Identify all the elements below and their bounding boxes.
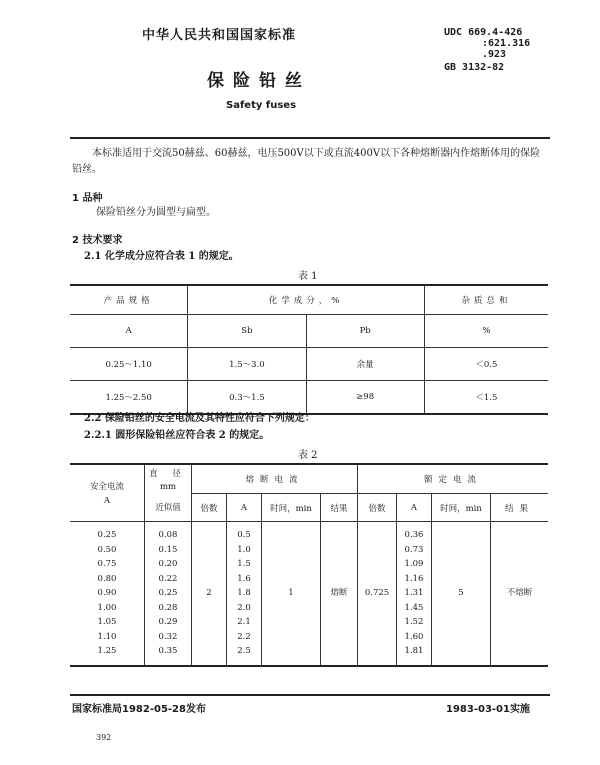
udc-line: :621.316 bbox=[482, 38, 531, 49]
t2-cell: 1.60 bbox=[404, 631, 424, 642]
header-rule bbox=[70, 137, 550, 139]
t1-unit-a: A bbox=[70, 315, 188, 348]
t2-diameter-unit: mm bbox=[159, 481, 177, 492]
udc-line: UDC 669.4-426 bbox=[444, 27, 523, 38]
t2-cell: 1.16 bbox=[404, 573, 424, 584]
t2-cell: 0.25 bbox=[158, 588, 178, 598]
t1-cell: ＜0.5 bbox=[424, 348, 548, 381]
t2-cell: 0.29 bbox=[158, 617, 178, 627]
t1-unit-sb: Sb bbox=[188, 315, 306, 348]
t1-cell: 1.25～2.50 bbox=[70, 381, 188, 415]
t2-cell: 1.5 bbox=[237, 559, 251, 569]
document-title: 保险铅丝 bbox=[207, 71, 311, 91]
t2-fuse-multiple-header: 倍数 bbox=[192, 494, 227, 522]
t2-col-diameter bbox=[145, 522, 192, 666]
udc-line: .923 bbox=[482, 49, 507, 60]
t2-cell: 0.22 bbox=[158, 573, 178, 584]
t1-unit-percent: % bbox=[424, 315, 548, 348]
t2-cell: 1.52 bbox=[404, 617, 424, 627]
t1-cell: ＜1.5 bbox=[424, 381, 548, 415]
section-1-text: 保险铅丝分为圆型与扁型。 bbox=[96, 207, 216, 218]
t1-cell: 余量 bbox=[306, 348, 424, 381]
publication-info: 国家标准局1982-05-28发布 bbox=[72, 704, 206, 715]
t2-safe-current-unit: A bbox=[103, 496, 111, 506]
t2-fuse-multiple: 2 bbox=[192, 522, 227, 666]
t2-cell: 0.35 bbox=[158, 646, 178, 656]
t2-header-rated-current: 额定电流 bbox=[358, 464, 549, 494]
t2-fuse-time: 1 bbox=[262, 522, 321, 666]
t2-rated-result-header: 结果 bbox=[491, 494, 549, 522]
t2-header-safe-current bbox=[70, 464, 145, 522]
issuing-authority: 中华人民共和国国家标准 bbox=[142, 28, 297, 43]
t2-cell: 0.28 bbox=[158, 602, 178, 613]
document-subtitle: Safety fuses bbox=[226, 100, 297, 111]
intro-paragraph: 本标准适用于交流50赫兹、60赫兹，电压500V以下或直流400V以下各种熔断器内作熔断体用的保险铅丝。 bbox=[72, 148, 541, 175]
t2-cell: 2.5 bbox=[237, 646, 251, 656]
table-2 bbox=[70, 463, 548, 667]
t2-cell: 2.0 bbox=[237, 602, 251, 613]
t2-header-diameter bbox=[145, 464, 192, 494]
t2-cell: 2.2 bbox=[237, 631, 251, 642]
page-number: 392 bbox=[96, 733, 112, 742]
t2-cell: 1.0 bbox=[237, 544, 251, 555]
t1-unit-pb: Pb bbox=[306, 315, 424, 348]
t2-cell: 1.00 bbox=[97, 602, 117, 613]
table-row bbox=[70, 348, 548, 381]
t1-header-impurity: 杂质总和 bbox=[424, 285, 548, 315]
section-2-2-1-text: 2.2.1 圆形保险铅丝应符合表 2 的规定。 bbox=[84, 430, 270, 441]
table-2-caption: 表 2 bbox=[298, 450, 318, 461]
t2-diameter-approx: 近似值 bbox=[145, 494, 192, 522]
t2-cell: 0.73 bbox=[404, 544, 424, 555]
t2-safe-current-label: 安全电流 bbox=[89, 482, 124, 492]
t2-header-fuse-current: 熔断电流 bbox=[192, 464, 358, 494]
section-2-heading: 2 技术要求 bbox=[72, 235, 123, 246]
t2-cell: 0.50 bbox=[97, 544, 117, 555]
t2-cell: 2.1 bbox=[237, 617, 251, 627]
section-2-2-text: 2.2 保险铅丝的安全电流及其特性应符合下列规定： bbox=[84, 413, 315, 424]
t2-cell: 1.09 bbox=[404, 559, 424, 569]
t2-fuse-time-header: 时间，min bbox=[262, 494, 321, 522]
t2-cell: 0.90 bbox=[97, 588, 117, 598]
t1-header-composition: 化学成分，% bbox=[188, 285, 425, 315]
t1-cell: 1.5～3.0 bbox=[188, 348, 306, 381]
section-2-1-text: 2.1 化学成分应符合表 1 的规定。 bbox=[84, 251, 239, 262]
t2-cell: 1.8 bbox=[237, 588, 251, 598]
t2-cell: 1.81 bbox=[404, 646, 424, 656]
t2-col-fuse-a bbox=[227, 522, 262, 666]
t2-cell: 1.10 bbox=[97, 631, 117, 642]
t2-diameter-label: 直 径 bbox=[149, 468, 187, 479]
table-row bbox=[70, 381, 548, 415]
t2-fuse-result: 熔断 bbox=[321, 522, 358, 666]
effective-date: 1983-03-01实施 bbox=[446, 704, 530, 715]
t2-rated-multiple: 0.725 bbox=[358, 522, 397, 666]
t1-cell: ≥98 bbox=[306, 381, 424, 415]
t2-cell: 0.75 bbox=[97, 559, 117, 569]
t2-cell: 0.20 bbox=[158, 559, 178, 569]
t1-cell: 0.25～1.10 bbox=[70, 348, 188, 381]
table-1-caption: 表 1 bbox=[298, 271, 318, 282]
udc-code bbox=[444, 27, 530, 60]
t2-cell: 1.45 bbox=[404, 602, 424, 613]
t2-cell: 0.5 bbox=[237, 530, 251, 540]
t2-cell: 0.08 bbox=[158, 530, 178, 540]
t2-cell: 1.31 bbox=[404, 588, 424, 598]
t2-cell: 1.6 bbox=[237, 573, 251, 584]
t2-rated-result: 不熔断 bbox=[491, 522, 549, 666]
t2-fuse-a-header: A bbox=[227, 494, 262, 522]
t2-col-rated-a bbox=[397, 522, 432, 666]
footer-rule bbox=[70, 694, 550, 696]
t2-rated-multiple-header: 倍数 bbox=[358, 494, 397, 522]
t2-cell: 0.32 bbox=[158, 631, 178, 642]
t2-cell: 1.05 bbox=[97, 617, 117, 627]
t2-cell: 0.15 bbox=[158, 544, 178, 555]
gb-number: GB 3132-82 bbox=[444, 62, 505, 73]
table-1 bbox=[70, 284, 548, 415]
t2-rated-a-header: A bbox=[397, 494, 432, 522]
t2-fuse-result-header: 结果 bbox=[321, 494, 358, 522]
t2-cell: 0.80 bbox=[97, 573, 117, 584]
t2-cell: 0.25 bbox=[97, 530, 117, 540]
section-1-heading: 1 品种 bbox=[72, 193, 103, 204]
t2-col-safe-current bbox=[70, 522, 145, 666]
t2-cell: 1.25 bbox=[97, 646, 117, 656]
t2-rated-time: 5 bbox=[432, 522, 491, 666]
t2-rated-time-header: 时间，min bbox=[432, 494, 491, 522]
t2-cell: 0.36 bbox=[404, 530, 424, 540]
t1-cell: 0.3～1.5 bbox=[188, 381, 306, 415]
table-row bbox=[70, 522, 548, 666]
t1-header-spec: 产品规格 bbox=[70, 285, 188, 315]
